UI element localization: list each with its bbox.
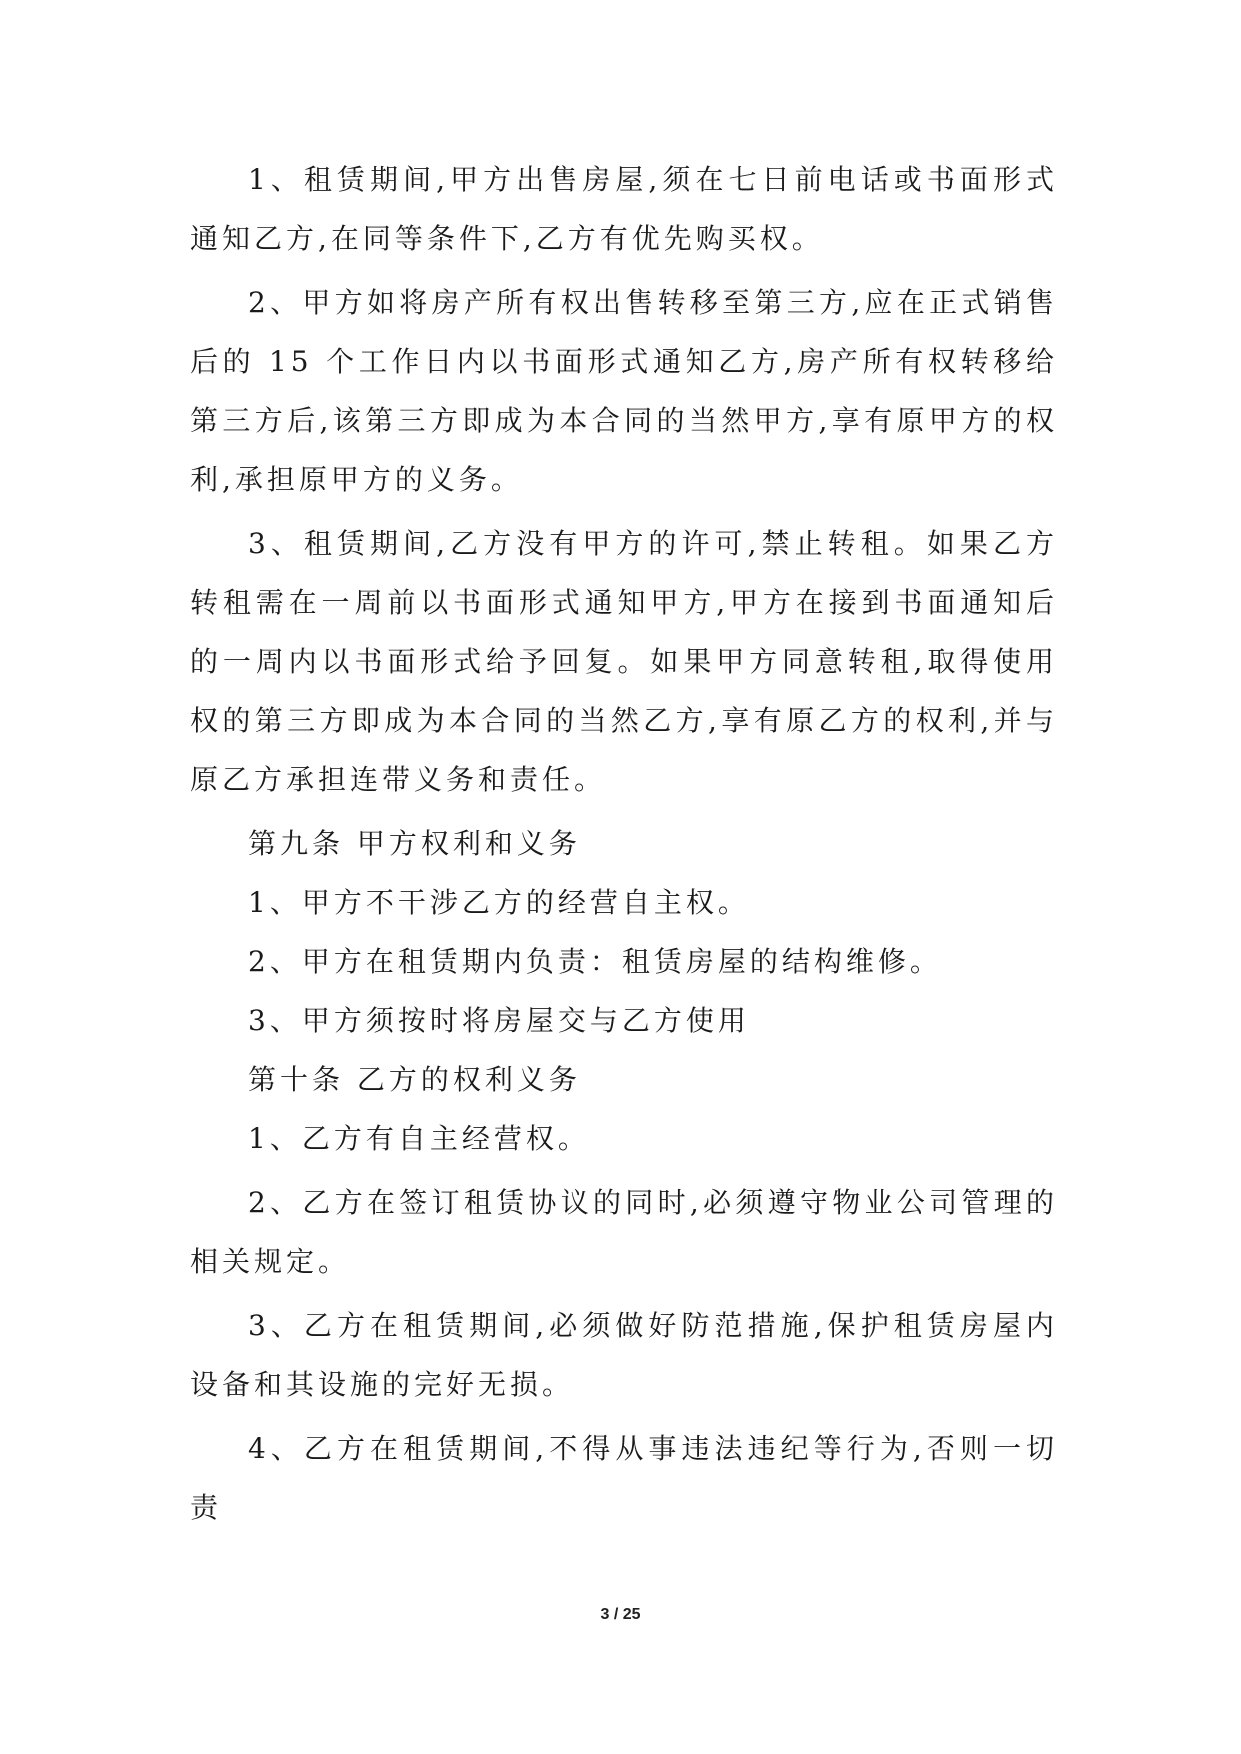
paragraph-art9-item3: 3、甲方须按时将房屋交与乙方使用 xyxy=(248,1004,750,1037)
paragraph-art10-item1: 1、乙方有自主经营权。 xyxy=(248,1122,590,1155)
paragraph-art10-item4: 4、乙方在租赁期间,不得从事违法违纪等行为,否则一切责 xyxy=(190,1432,1058,1524)
page-number: 3 / 25 xyxy=(600,1606,641,1623)
paragraph-art9-item1: 1、甲方不干涉乙方的经营自主权。 xyxy=(248,886,750,919)
article-10-heading: 第十条 乙方的权利义务 xyxy=(248,1063,581,1096)
article-9-heading: 第九条 甲方权利和义务 xyxy=(248,827,581,860)
paragraph-art9-item2: 2、甲方在租赁期内负责：租赁房屋的结构维修。 xyxy=(248,945,942,978)
document-body xyxy=(190,150,1058,1537)
paragraph-art10-item3: 3、乙方在租赁期间,必须做好防范措施,保护租赁房屋内设备和其设施的完好无损。 xyxy=(190,1309,1058,1401)
paragraph-art8-item1: 1、租赁期间,甲方出售房屋,须在七日前电话或书面形式通知乙方,在同等条件下,乙方有优先购买权。 xyxy=(190,163,1058,255)
paragraph-art10-item2: 2、乙方在签订租赁协议的同时,必须遵守物业公司管理的相关规定。 xyxy=(190,1186,1058,1278)
paragraph-art8-item3: 3、租赁期间,乙方没有甲方的许可,禁止转租。如果乙方转租需在一周前以书面形式通知甲方,甲方在接到书面通知后的一周内以书面形式给予回复。如果甲方同意转租,取得使用权的第三方即成为本合同的当然乙方,享有原乙方的权利,并与原乙方承担连带义务和责任。 xyxy=(190,527,1058,796)
paragraph-art8-item2: 2、甲方如将房产所有权出售转移至第三方,应在正式销售后的 15 个工作日内以书面形式通知乙方,房产所有权转移给第三方后,该第三方即成为本合同的当然甲方,享有原甲方的权利,承担原甲方的义务。 xyxy=(190,286,1058,496)
